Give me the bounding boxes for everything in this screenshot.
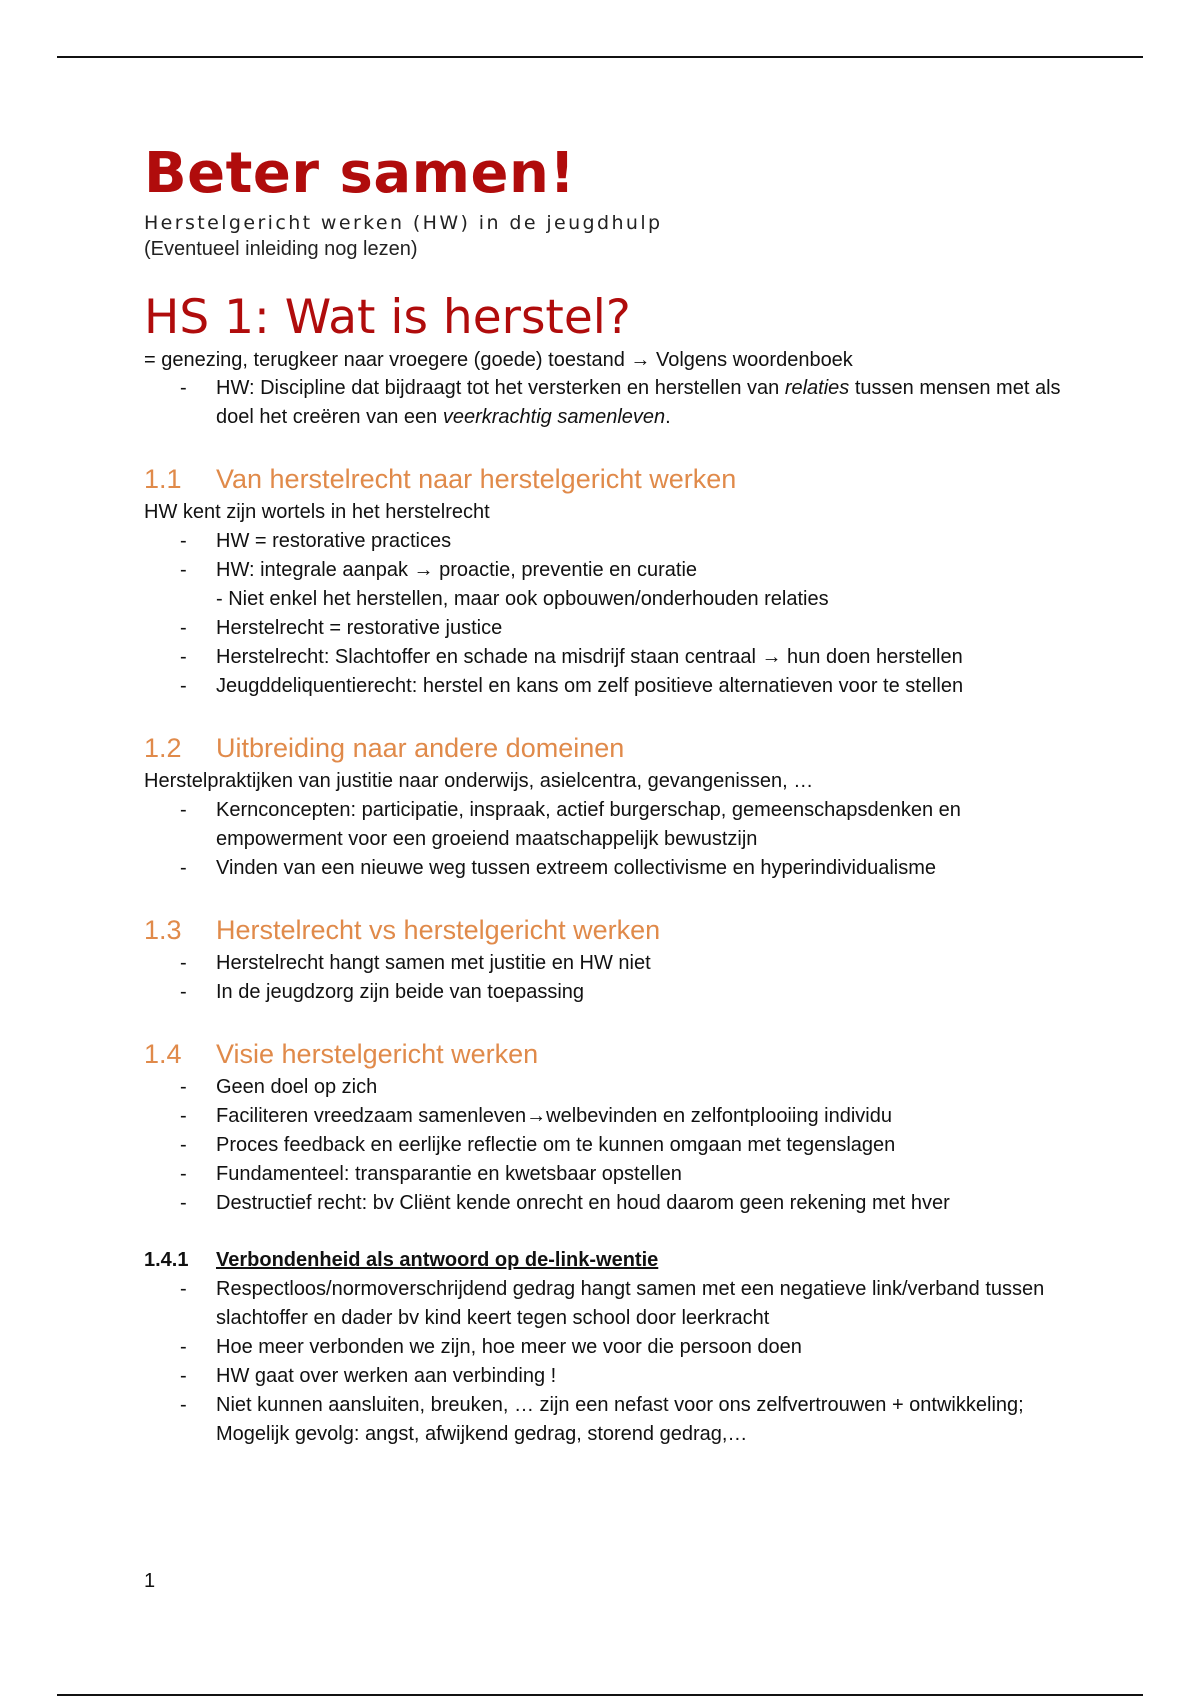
list-item: - Herstelrecht: Slachtoffer en schade na misdrijf staan centraal → hun doen herstellen: [144, 643, 1074, 672]
section-intro: HW kent zijn wortels in het herstelrecht: [144, 501, 490, 523]
section-heading-1-2: 1.2 Uitbreiding naar andere domeinen: [144, 733, 625, 763]
document-title: Beter samen!: [144, 141, 576, 206]
top-rule: [57, 56, 1143, 58]
list-item: - In de jeugdzorg zijn beide van toepassing: [144, 978, 1074, 1007]
subsection-list: [144, 1275, 1074, 1449]
chapter-heading: HS 1: Wat is herstel?: [144, 290, 631, 345]
list-item: - Jeugddeliquentierecht: herstel en kans om zelf positieve alternatieven voor te stellen: [144, 672, 1074, 701]
list-item: - Hoe meer verbonden we zijn, hoe meer we voor die persoon doen: [144, 1333, 1074, 1362]
section-list: [144, 796, 1074, 883]
list-item: - Geen doel op zich: [144, 1073, 1074, 1102]
section-heading-1-4: 1.4 Visie herstelgericht werken: [144, 1039, 539, 1069]
section-list: [144, 1073, 1074, 1218]
list-item: - Proces feedback en eerlijke reflectie om te kunnen omgaan met tegenslagen: [144, 1131, 1074, 1160]
section-list: [144, 527, 1074, 701]
reading-note: (Eventueel inleiding nog lezen): [144, 238, 418, 260]
section-heading-1-1: 1.1 Van herstelrecht naar herstelgericht werken: [144, 464, 737, 494]
document-page: [144, 140, 1074, 1449]
list-item: - Herstelrecht hangt samen met justitie en HW niet: [144, 949, 1074, 978]
list-item: - Fundamenteel: transparantie en kwetsbaar opstellen: [144, 1160, 1074, 1189]
list-item: - Respectloos/normoverschrijdend gedrag hangt samen met een negatieve link/verband tussen slachtoffer en dader bv kind keert tegen school door leerkracht: [144, 1275, 1074, 1333]
document-subtitle: Herstelgericht werken (HW) in de jeugdhulp: [144, 212, 663, 234]
page-number: 1: [144, 1570, 156, 1592]
list-item: - Kernconcepten: participatie, inspraak, actief burgerschap, gemeenschapsdenken en empowerment voor een groeiend maatschappelijk bewustzijn: [144, 796, 1074, 854]
bottom-rule: [57, 1694, 1143, 1696]
list-item: - HW gaat over werken aan verbinding !: [144, 1362, 1074, 1391]
chapter-definition: = genezing, terugkeer naar vroegere (goede) toestand → Volgens woordenboek: [144, 349, 853, 371]
list-item: - Faciliteren vreedzaam samenleven→welbevinden en zelfontplooiing individu: [144, 1102, 1074, 1131]
section-list: [144, 949, 1074, 1007]
list-item: - HW: Discipline dat bijdraagt tot het versterken en herstellen van relaties tussen mensen met als doel het creëren van een veerkrachtig samenleven.: [144, 374, 1074, 432]
section-intro: Herstelpraktijken van justitie naar onderwijs, asielcentra, gevangenissen, …: [144, 770, 814, 792]
list-item: - Destructief recht: bv Cliënt kende onrecht en houd daarom geen rekening met hver: [144, 1189, 1074, 1218]
list-item: - HW = restorative practices: [144, 527, 1074, 556]
chapter-bullets: [144, 374, 1074, 432]
subsection-heading-1-4-1: 1.4.1 Verbondenheid als antwoord op de-link-wentie: [144, 1249, 659, 1271]
section-heading-1-3: 1.3 Herstelrecht vs herstelgericht werken: [144, 915, 661, 945]
list-subline: - Niet enkel het herstellen, maar ook opbouwen/onderhouden relaties: [216, 588, 829, 610]
list-item: - Vinden van een nieuwe weg tussen extreem collectivisme en hyperindividualisme: [144, 854, 1074, 883]
list-item: - HW: integrale aanpak → proactie, preventie en curatie - Niet enkel het herstellen, maar ook opbouwen/onderhouden relaties: [144, 556, 1074, 614]
list-item: - Niet kunnen aansluiten, breuken, … zijn een nefast voor ons zelfvertrouwen + ontwikkeling; Mogelijk gevolg: angst, afwijkend gedrag, storend gedrag,…: [144, 1391, 1074, 1449]
list-item: - Herstelrecht = restorative justice: [144, 614, 1074, 643]
